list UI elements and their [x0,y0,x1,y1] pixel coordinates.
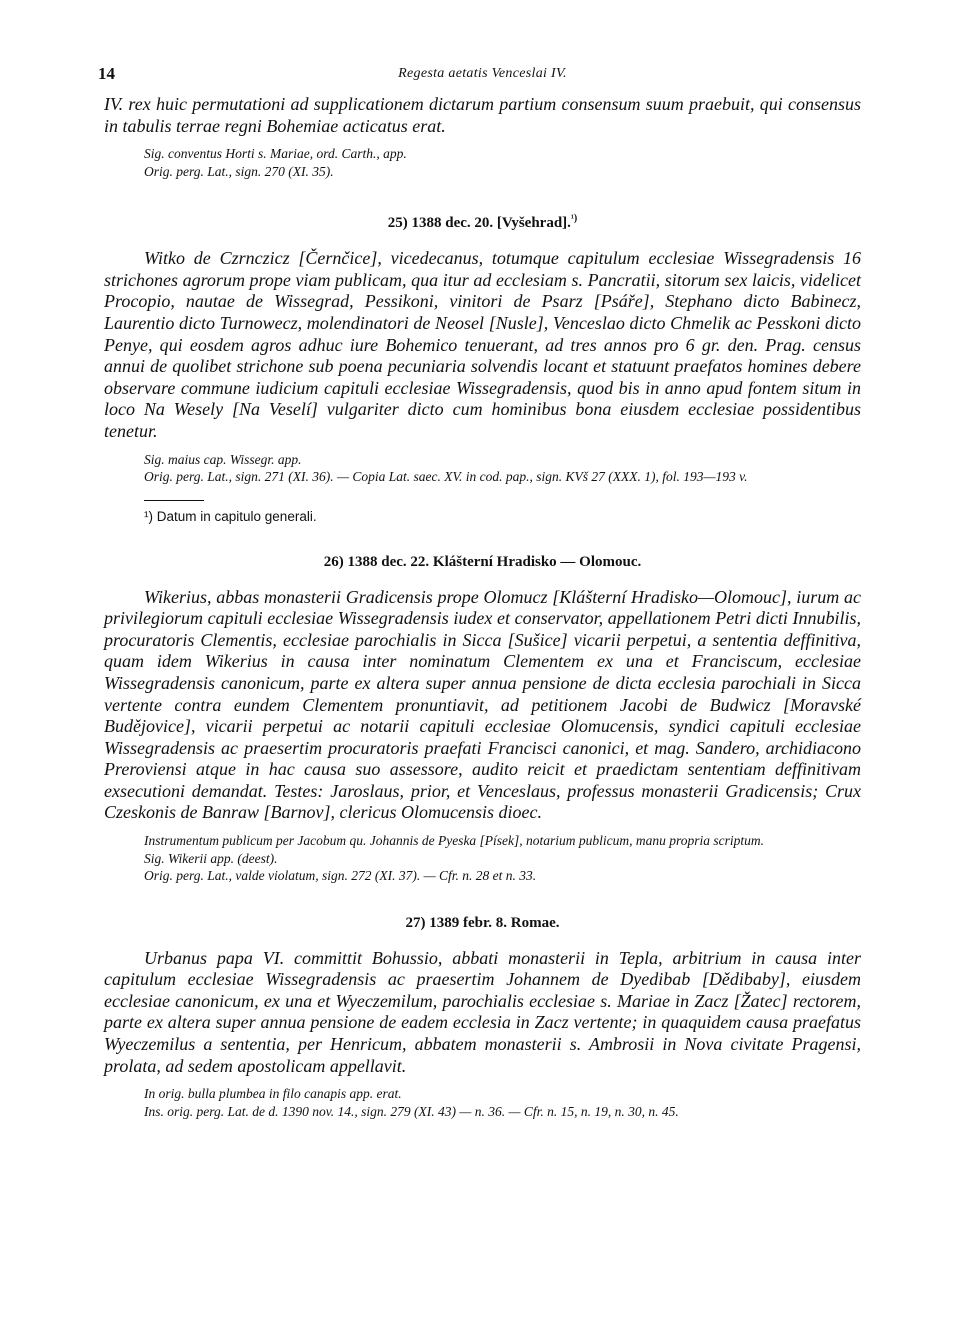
running-title: Regesta aetatis Venceslai IV. [398,66,567,81]
entry-heading-26: 26) 1388 dec. 22. Klášterní Hradisko — Olomouc. [323,553,642,570]
note-line: Orig. perg. Lat., sign. 271 (XI. 36). — Copia Lat. saec. XV. in cod. pap., sign. KVš 27 (XXX. 1), fol. 193—193 v. [144,469,748,485]
note-line: Orig. perg. Lat., valde violatum, sign. 272 (XI. 37). — Cfr. n. 28 et n. 33. [144,868,537,884]
entry-text-25: Witko de Czrnczicz [Černčice], vicedecanus, totumque capitulum ecclesiae Wissegradensis 16 strichones agrorum prope viam publicam, qua itur ad ecclesiam s. Pancratii, sitorum sex laicis, videlicet Procopio, nautae de Wissegrad, Pessikoni, vinitori de Psarz [Psáře], Stephano dicto Babinecz, Laurentio dicto Turnowecz, molendinatori de Neosel [Nusle], Venceslao dicto Chmelik ac Pesskoni dicto Penye, qui eosdem agros adhuc iure Bohemico tenuerant, ad tres annos pro 6 gr. den. Prag. census annui de quolibet strichone sub poena pecuniaria solvendis locant et statuunt praefatos homines debere observare commune iudicium capituli ecclesiae Wissegradensis, quod bis in anno apud fontem situm in loco Na Wesely [Na Veselí] vulgariter dicto cum hominibus bona eiusdem ecclesiae possidentibus tenetur. [104,248,861,441]
note-line: Sig. maius cap. Wissegr. app. [144,451,302,467]
note-line: Instrumentum publicum per Jacobum qu. Johannis de Pyeska [Písek], notarium publicum, manu propria scriptum. [144,833,765,849]
entry-heading-25 [104,215,861,232]
footnote-mark: ¹) [570,213,578,225]
note-line: Sig. Wikerii app. (deest). [144,850,278,866]
entry-heading-27: 27) 1389 febr. 8. Romae. [405,914,560,931]
note-line: Ins. orig. perg. Lat. de d. 1390 nov. 14., sign. 279 (XI. 43) — n. 36. — Cfr. n. 15, n. 19, n. 30, n. 45. [144,1103,679,1119]
note-line: In orig. bulla plumbea in filo canapis app. erat. [144,1086,402,1102]
entry-heading-text: 25) 1388 dec. 20. [Vyšehrad]. [387,215,571,232]
page-header [98,64,861,94]
entry-text-26: Wikerius, abbas monasterii Gradicensis prope Olomucz [Klášterní Hradisko—Olomouc], iurum ac privilegiorum capituli ecclesiae Wissegradensis iudex et conservator, appellationem Petri dicti Innubilis, procuratoris Clementis, ecclesiae parochialis in Sicca [Sušice] vicarii perpetui, a sententia deffinitiva, quam idem Wikerius in causa inter nominatum Clementem ex una et Franciscum, ecclesiae Wissegradensis canonicum, parte ex altera super annua pensione de dicta ecclesia parochiali in Sicca vertente contra eundem Clementem pronuntiavit, ad petitionem Jacobi de Budwicz [Moravské Budějovice], vicarii perpetui ac notarii capituli ecclesiae Olomucensis, syndici capituli ecclesiae Wissegradensis ac praesertim procuratoris praefati Francisci canonici, et mag. Sandero, archidiacono Preroviensi atque in hac causa suo assessore, audito reicit et praedictam sententiam deffinitivam exsecutioni demandat. Testes: Jaroslaus, prior, et Venceslaus, professus monasterii Gradicensis; Crux Czeskonis de Banraw [Barnov], clericus Olomucensis dioec. [104,586,861,823]
entry-text-27: Urbanus papa VI. committit Bohussio, abbati monasterii in Tepla, arbitrium in causa inter capitulum ecclesiae Wissegradensis ac praesertim Johannem de Dyedibab [Dědibaby], eiusdem ecclesiae canonicum, ex una et Wyeczemilum, parochialis ecclesiae s. Mariae in Zacz [Žatec] rectorem, parte ex altera super annua pensione de eadem ecclesia in Zacz vertente; in quaquidem causa praefatus Wyeczemilus a sententia, per Henricum, abbatem monasterii s. Ambrosii in Nova civitate Pragensi, prolata, ad sedem apostolicam appellavit. [104,947,861,1076]
page-number: 14 [98,64,115,83]
footnote: ¹) Datum in capitulo generali. [144,508,317,524]
document-page [98,64,861,1120]
footnote-divider [144,500,204,501]
entry-notes-25 [144,451,861,486]
entry-notes-27 [144,1085,861,1120]
entry-notes-26 [144,832,861,885]
continuation-paragraph: IV. rex huic permutationi ad supplicationem dictarum partium consensum suum praebuit, qui consensus in tabulis terrae regni Bohemiae acticatus erat. [104,94,861,136]
note-line: Orig. perg. Lat., sign. 270 (XI. 35). [144,163,334,179]
note-line: Sig. conventus Horti s. Mariae, ord. Carth., app. [144,146,407,162]
continuation-notes [144,145,861,180]
